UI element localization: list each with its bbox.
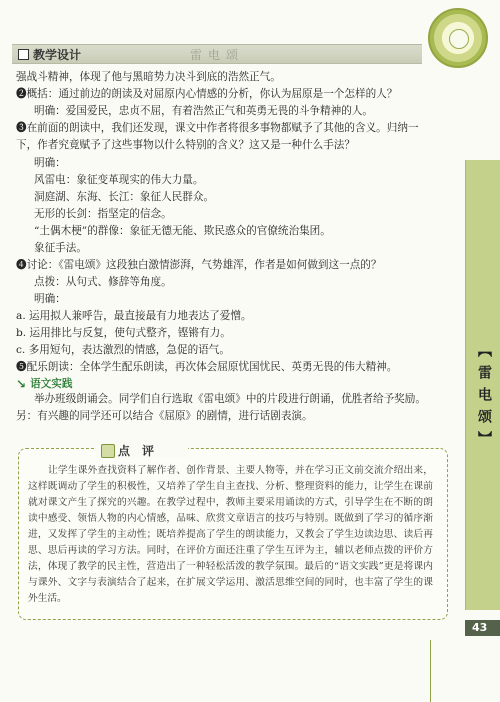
checkbox-icon [18,49,29,60]
evaluation-text: 让学生课外查找资料了解作者、创作背景、主要人物等，并在学习正文前交流介绍出来，这样既调动了学生的积极性，又培养了学生自主查找、分析、整理资料的能力，让学生在课前就对课文产生了探究的兴趣。在教学过程中，教师主要采用诵读的方式，引导学生在不断的朗读中感受、领悟人物的内心情感，品味、欣赏文章语言的技巧与特别。既做到了学习的循序渐进，又发挥了学生的主动性；既培养提高了学生的朗读能力，又教会了学生边读边思、读后再思、思后再读的学习方法。同时，在评价方面还注重了学生互评为主，辅以老师点拨的评价方法，体现了教学的民主性，营造出了一种轻松活泼的教学氛围。最后的“语文实践”更是将课内与课外、文字与表演结合了起来，在扩展文学运用、激活思维空间的同时，也丰富了学生的课外生活。 [28,465,433,604]
text-line: 洞庭湖、东海、长江：象征人民群众。 [34,191,215,203]
header-title-text: 教学设计 [33,47,82,62]
text-line: ❸在前面的朗读中，我们还发现，课文中作者将很多事物都赋予了其他的含义。归纳一 [16,122,419,134]
arrow-icon: ↘ [16,376,27,391]
header-title [18,46,81,62]
page-number: 43 [472,621,488,634]
header-faint-text: 雷电颂 [190,48,245,62]
comment-icon [101,444,115,458]
practice-line-2: 另：有兴趣的同学还可以结合《屈原》的剧情，进行话剧表演。 [16,410,313,422]
text-line: 明确： [34,157,66,169]
text-line: a. 运用拟人兼呼告，最直接最有力地表达了爱憎。 [16,310,252,322]
text-line: 下，作者究竟赋予了这些事物以什么特别的含义？这又是一种什么手法？ [16,139,355,151]
decorative-badge-icon [428,8,488,68]
sidebar-title: 【雷电颂】 [476,343,492,453]
text-line: “土偶木梗”的群像：象征无德无能、欺民惑众的官僚统治集团。 [34,225,331,237]
text-line: c. 多用短句，表达激烈的情感，急促的语气。 [16,344,230,356]
text-line: 象征手法。 [34,242,87,254]
practice-title-text: 语文实践 [30,378,73,390]
text-line: 强战斗精神，体现了他与黑暗势力决斗到底的浩然正气。 [16,71,281,83]
practice-section-title [16,376,72,391]
text-line: ❺配乐朗读：全体学生配乐朗读，再次体会屈原忧国忧民、英勇无畏的伟大精神。 [16,361,398,373]
text-line: b. 运用排比与反复，使句式整齐，铿锵有力。 [16,327,231,339]
evaluation-title: 点评 [118,444,167,458]
text-line: 无形的长剑：指坚定的信念。 [34,208,172,220]
text-line: 明确： [34,293,66,305]
practice-line-1: 举办班级朗诵会。同学们自行选取《雷电颂》中的片段进行朗诵，优胜者给予奖励。 [34,393,426,405]
text-line: 明确：爱国爱民，忠贞不屈，有着浩然正气和英勇无畏的斗争精神的人。 [34,105,373,117]
text-line: ❷概括：通过前边的朗读及对屈原内心情感的分析，你认为屈原是一个怎样的人？ [16,88,398,100]
decorative-rule [430,640,431,702]
text-line: 点拨：从句式、修辞等角度。 [34,276,172,288]
text-line: ❹讨论：《雷电颂》这段独白激情澎湃，气势雄浑，作者是如何做到这一点的？ [16,259,382,271]
text-line: 风雷电：象征变革现实的伟大力量。 [34,174,204,186]
